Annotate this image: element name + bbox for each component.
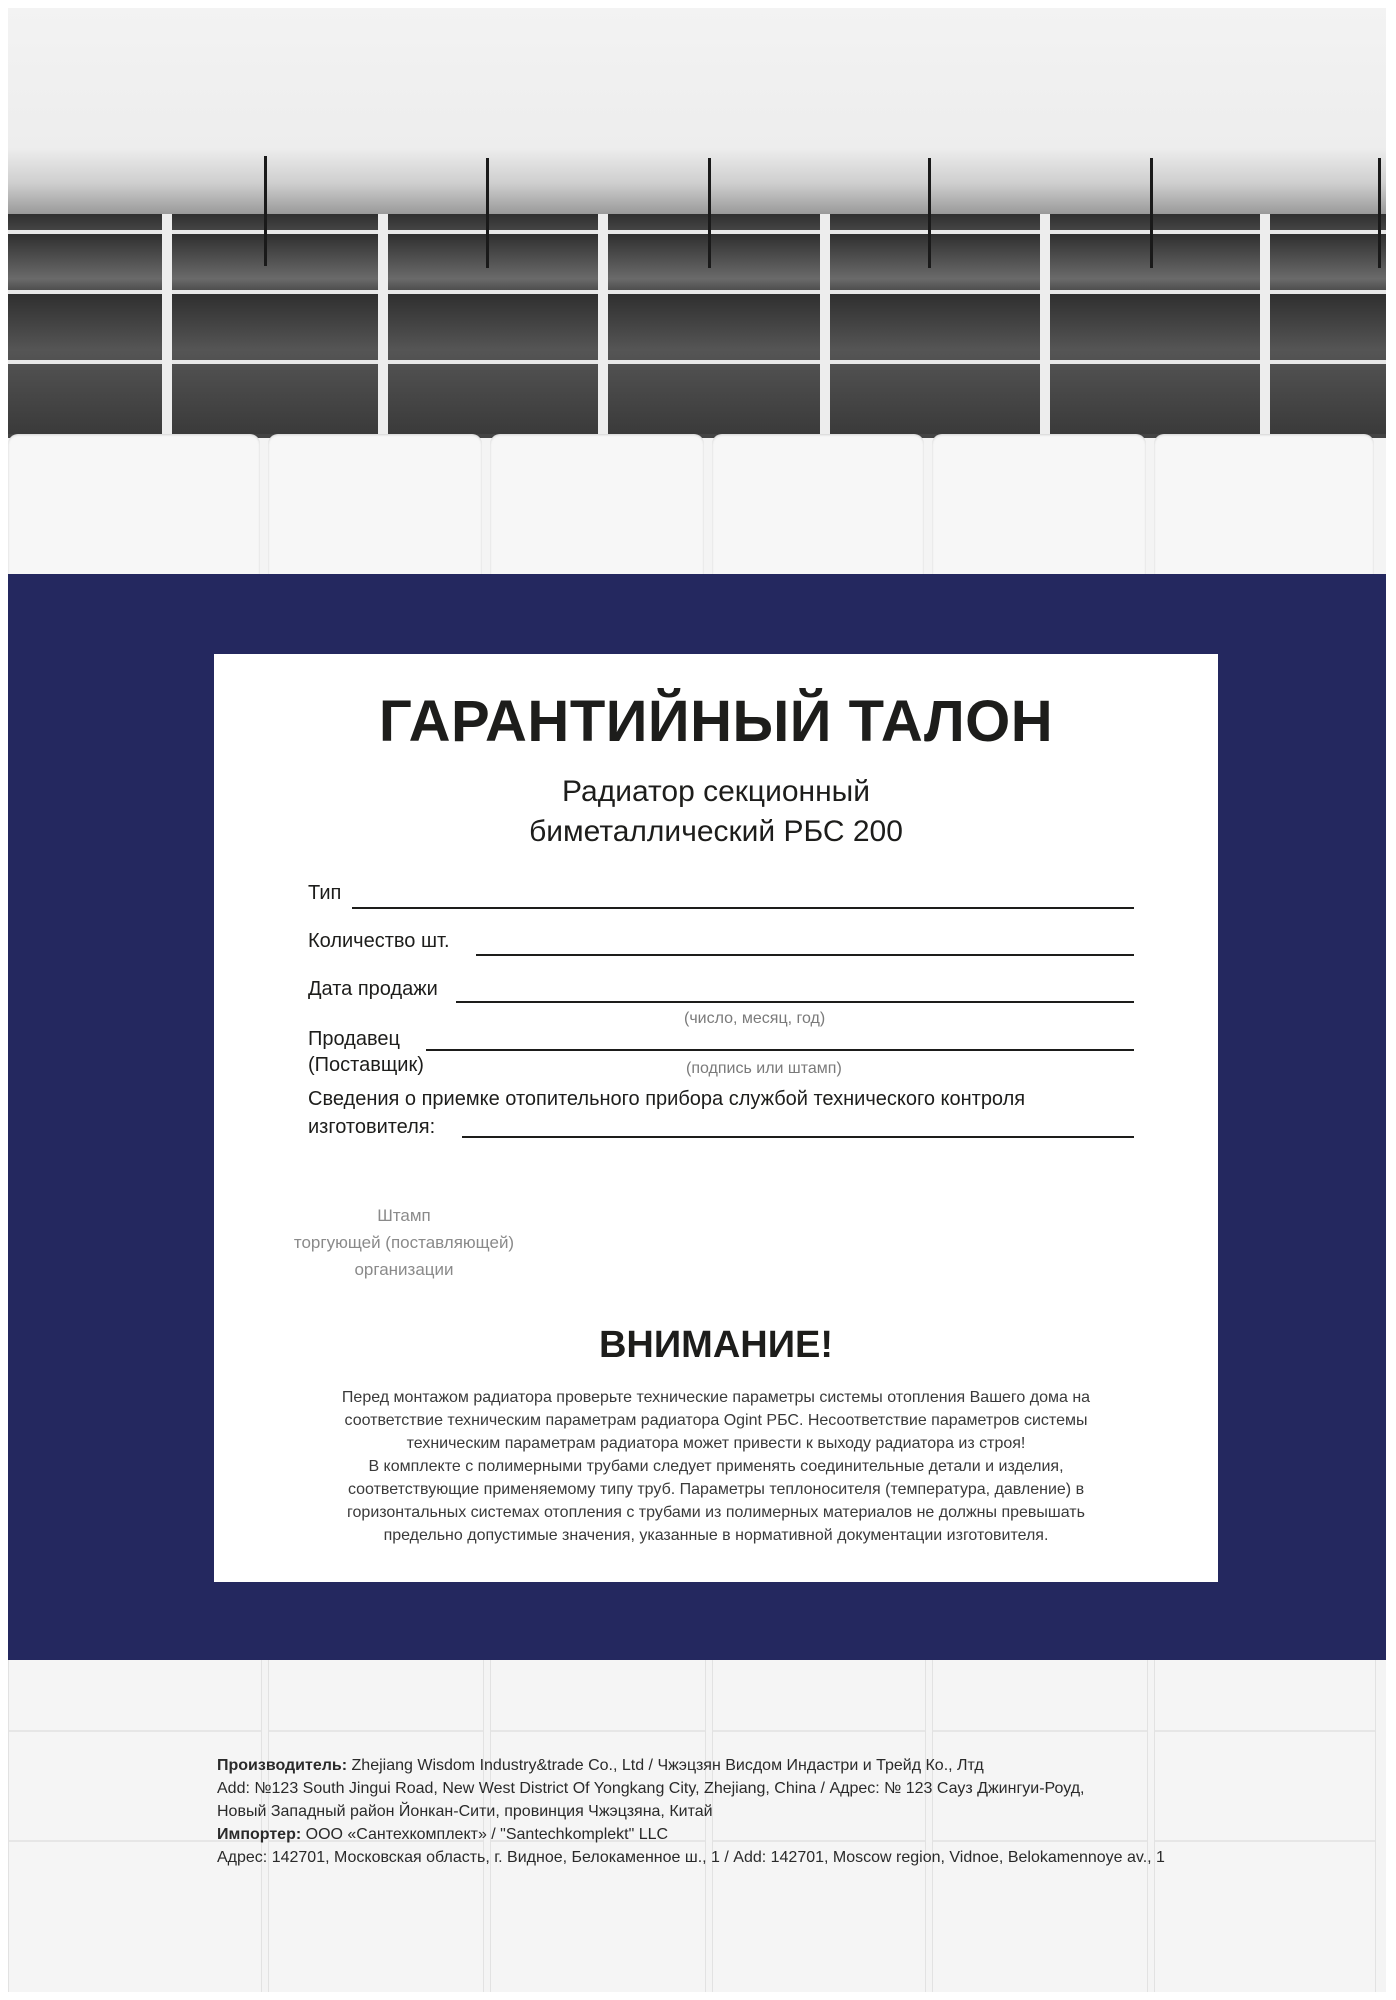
warning-line-6: горизонтальных системах отопления с трубами из полимерных материалов не должны превышать — [347, 1504, 1085, 1521]
warning-text — [304, 1386, 1128, 1547]
quantity-label: Количество шт. — [308, 930, 450, 952]
acceptance-label-line-1: Сведения о приемке отопительного прибора службой технического контроля — [308, 1088, 1026, 1110]
manufacturer-address-line-1: Add: №123 South Jingui Road, New West District Of Yongkang City, Zhejiang, China / Адрес: № 123 Сауз Джингуи-Роуд, — [217, 1780, 1085, 1797]
sale-date-field-line[interactable] — [456, 1001, 1134, 1003]
importer-value: ООО «Сантехкомплект» / "Santechkomplekt" LLC — [301, 1826, 669, 1843]
seller-field-line[interactable] — [426, 1049, 1134, 1051]
acceptance-field-line[interactable] — [462, 1136, 1134, 1138]
importer-address: Адрес: 142701, Московская область, г. Видное, Белокаменное ш., 1 / Add: 142701, Moscow region, Vidnoe, Belokamennoye av., 1 — [217, 1849, 1165, 1866]
seller-hint: (подпись или штамп) — [686, 1060, 842, 1077]
card-subtitle — [214, 772, 1218, 852]
importer-line — [217, 1823, 1317, 1846]
navy-band — [8, 574, 1386, 1660]
sale-date-label: Дата продажи — [308, 978, 438, 1000]
warranty-card — [214, 654, 1218, 1582]
stamp-line-3: организации — [354, 1260, 454, 1279]
card-title: ГАРАНТИЙНЫЙ ТАЛОН — [378, 689, 1054, 754]
stamp-area — [284, 1202, 524, 1283]
stamp-line-2: торгующей (поставляющей) — [293, 1233, 515, 1252]
warning-line-4: В комплекте с полимерными трубами следует применять соединительные детали и изделия, — [368, 1458, 1064, 1475]
warning-line-5: соответствующие применяемому типу труб. Параметры теплоносителя (температура, давление) в — [347, 1481, 1085, 1498]
manufacturer-address-line-2: Новый Западный район Йонкан-Сити, провинция Чжэцзяна, Китай — [217, 1803, 713, 1820]
warning-line-3: техническим параметрам радиатора может привести к выходу радиатора из строя! — [406, 1435, 1026, 1452]
warranty-sheet — [8, 8, 1386, 1992]
type-label: Тип — [308, 882, 342, 904]
warning-title: ВНИМАНИЕ! — [598, 1324, 834, 1366]
sale-date-hint: (число, месяц, год) — [684, 1010, 826, 1027]
warning-line-2: соответствие техническим параметрам радиатора Ogint РБС. Несоответствие параметров системы — [344, 1412, 1088, 1429]
manufacturer-value: Zhejiang Wisdom Industry&trade Co., Ltd / Чжэцзян Висдом Индастри и Трейд Ко., Лтд — [347, 1757, 984, 1774]
seller-label-line-1: Продавец — [308, 1028, 400, 1050]
warning-line-7: предельно допустимые значения, указанные в нормативной документации изготовителя. — [383, 1527, 1049, 1544]
seller-label-line-2: (Поставщик) — [308, 1054, 424, 1076]
manufacturer-line — [217, 1754, 1317, 1777]
acceptance-label-line-2: изготовителя: — [308, 1116, 436, 1138]
type-field-line[interactable] — [352, 907, 1134, 909]
subtitle-line-2: биметаллический РБС 200 — [529, 815, 903, 848]
radiator-illustration-top — [8, 8, 1386, 574]
manufacturer-label: Производитель: — [217, 1757, 348, 1774]
subtitle-line-1: Радиатор секционный — [562, 775, 870, 808]
stamp-line-1: Штамп — [377, 1206, 431, 1225]
warning-line-1: Перед монтажом радиатора проверьте технические параметры системы отопления Вашего дома на — [341, 1389, 1091, 1406]
quantity-field-line[interactable] — [476, 954, 1134, 956]
importer-label: Импортер: — [217, 1826, 302, 1843]
manufacturer-info — [217, 1754, 1317, 1869]
